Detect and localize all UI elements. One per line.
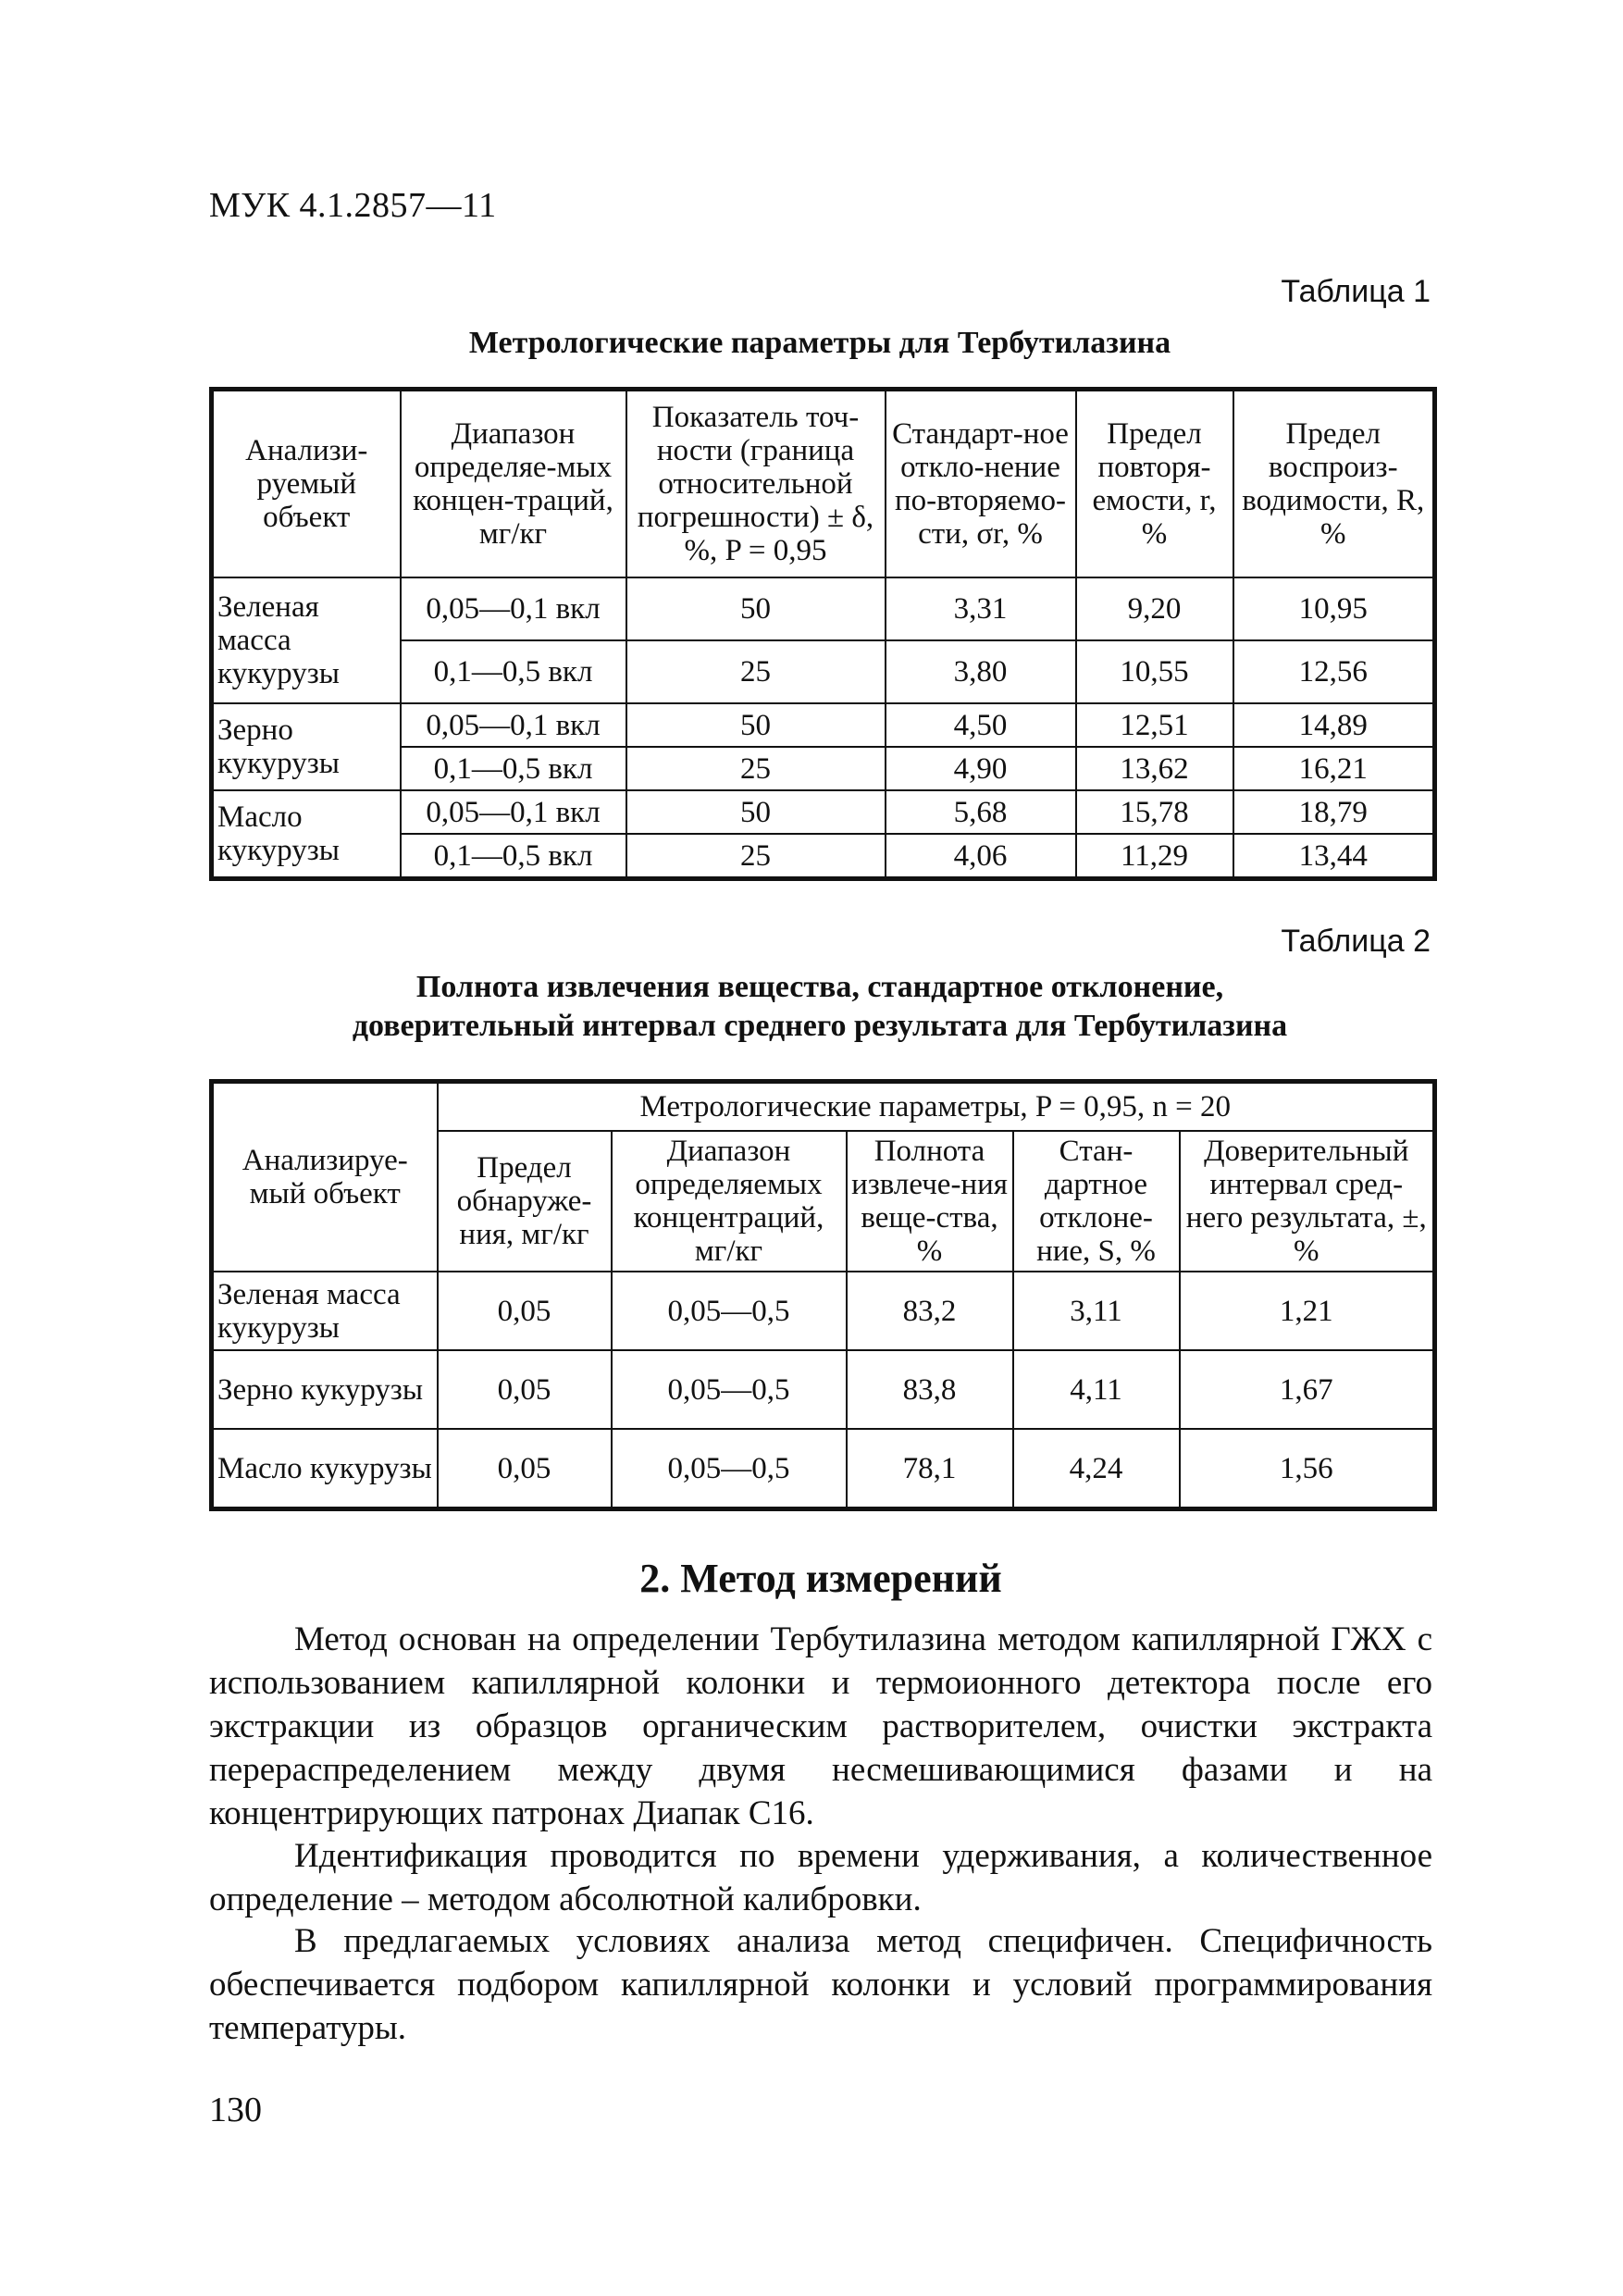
table2-std-dev-cell: 4,24 [1013,1429,1180,1509]
table1-header-row [212,390,1435,578]
table2-header-std-dev: Стан-дартное отклоне-ние, S, % [1013,1131,1180,1272]
table2-recovery-cell: 83,8 [847,1350,1013,1429]
table2-header-confidence: Доверительный интервал сред-него результата, ±, % [1180,1131,1435,1272]
table-row [212,1350,1435,1429]
table1-header-reproducibility: Предел воспроиз-водимости, R, % [1233,390,1435,578]
table1-reproducibility-cell: 14,89 [1233,703,1435,747]
table2-range-cell: 0,05—0,5 [612,1429,847,1509]
table-row [212,577,1435,640]
table-row [212,790,1435,834]
table1-header-accuracy: Показатель точ-ности (граница относительной погрешности) ± δ, %, P = 0,95 [626,390,886,578]
table1-object-cell: Масло кукурузы [212,790,401,879]
paragraph-method: Метод основан на определении Тербутилазина методом капиллярной ГЖХ с использованием капиллярной колонки и термоионного детектора после его экстракции из образцов органическим растворителем, очистки экстракта перераспределением между двумя несмешивающимися фазами и на концентрирующих патронах Диапак С16. [209,1620,1432,1832]
table2-title-line1: Полнота извлечения вещества, стандартное отклонение, [415,970,1224,1004]
table1-header-repeatability: Предел повторя-емости, r, % [1076,390,1233,578]
table2-detection-limit-cell: 0,05 [438,1350,612,1429]
table1-range-cell: 0,05—0,1 вкл [401,577,626,640]
table1-std-dev-cell: 5,68 [886,790,1076,834]
table2-recovery-cell: 78,1 [847,1429,1013,1509]
document-code: МУК 4.1.2857—11 [209,186,497,225]
table1-accuracy-cell: 25 [626,640,886,703]
table2-std-dev-cell: 4,11 [1013,1350,1180,1429]
table1-reproducibility-cell: 18,79 [1233,790,1435,834]
table2-header-row [212,1082,1435,1132]
table1-range-cell: 0,1—0,5 вкл [401,747,626,790]
table1-title: Метрологические параметры для Тербутилазина [468,326,1171,360]
table1-reproducibility-cell: 12,56 [1233,640,1435,703]
section-heading: 2. Метод измерений [639,1556,1002,1601]
table2-confidence-cell: 1,67 [1180,1350,1435,1429]
table2-recovery-cell: 83,2 [847,1272,1013,1350]
table1-std-dev-cell: 4,50 [886,703,1076,747]
table2-label: Таблица 2 [1281,924,1431,959]
table-row [212,1429,1435,1509]
table1-repeatability-cell: 12,51 [1076,703,1233,747]
table1-accuracy-cell: 50 [626,577,886,640]
table1-repeatability-cell: 10,55 [1076,640,1233,703]
table1-repeatability-cell: 9,20 [1076,577,1233,640]
table1-std-dev-cell: 4,06 [886,834,1076,879]
table1-reproducibility-cell: 10,95 [1233,577,1435,640]
table2-std-dev-cell: 3,11 [1013,1272,1180,1350]
table1-accuracy-cell: 25 [626,747,886,790]
table1-header-object: Анализи-руемый объект [212,390,401,578]
table1-range-cell: 0,05—0,1 вкл [401,703,626,747]
table1 [209,387,1437,881]
page-number: 130 [209,2091,262,2129]
table-row [212,1272,1435,1350]
table2-title-line2: доверительный интервал среднего результата для Тербутилазина [352,1009,1288,1043]
table2-title [209,968,1431,1046]
table1-object-cell: Зерно кукурузы [212,703,401,790]
table1-accuracy-cell: 25 [626,834,886,879]
table1-range-cell: 0,05—0,1 вкл [401,790,626,834]
table2-confidence-cell: 1,56 [1180,1429,1435,1509]
table2-header-detection-limit: Предел обнаруже-ния, мг/кг [438,1131,612,1272]
table1-range-cell: 0,1—0,5 вкл [401,834,626,879]
table1-repeatability-cell: 11,29 [1076,834,1233,879]
table2-range-cell: 0,05—0,5 [612,1272,847,1350]
table2-detection-limit-cell: 0,05 [438,1429,612,1509]
table2-header-recovery: Полнота извлече-ния веще-ства, % [847,1131,1013,1272]
table2-confidence-cell: 1,21 [1180,1272,1435,1350]
paragraph-identification: Идентификация проводится по времени удерживания, а количественное определение – методом абсолютной калибровки. [209,1837,1432,1918]
table2-object-cell: Зерно кукурузы [212,1350,438,1429]
table1-accuracy-cell: 50 [626,790,886,834]
table-row [212,703,1435,747]
table2-header-group: Метрологические параметры, P = 0,95, n = 20 [438,1082,1435,1132]
table1-std-dev-cell: 3,80 [886,640,1076,703]
table2-range-cell: 0,05—0,5 [612,1350,847,1429]
paragraph-specificity: В предлагаемых условиях анализа метод специфичен. Специфичность обеспечивается подбором капиллярной колонки и условий программирования температуры. [209,1922,1432,2047]
table1-accuracy-cell: 50 [626,703,886,747]
table2-header-object: Анализируе-мый объект [212,1082,438,1272]
table1-std-dev-cell: 3,31 [886,577,1076,640]
table1-label: Таблица 1 [1281,274,1431,309]
table2-detection-limit-cell: 0,05 [438,1272,612,1350]
table1-std-dev-cell: 4,90 [886,747,1076,790]
table2 [209,1079,1437,1511]
table1-header-std-dev: Стандарт-ное откло-нение по-вторяемо-сти, σr, % [886,390,1076,578]
table2-object-cell: Зеленая масса кукурузы [212,1272,438,1350]
table1-header-range: Диапазон определяе-мых концен-траций, мг/кг [401,390,626,578]
table1-reproducibility-cell: 16,21 [1233,747,1435,790]
table1-range-cell: 0,1—0,5 вкл [401,640,626,703]
table1-object-cell: Зеленая масса кукурузы [212,577,401,703]
table2-header-range: Диапазон определяемых концентраций, мг/кг [612,1131,847,1272]
table1-reproducibility-cell: 13,44 [1233,834,1435,879]
table1-repeatability-cell: 13,62 [1076,747,1233,790]
table2-object-cell: Масло кукурузы [212,1429,438,1509]
table1-repeatability-cell: 15,78 [1076,790,1233,834]
